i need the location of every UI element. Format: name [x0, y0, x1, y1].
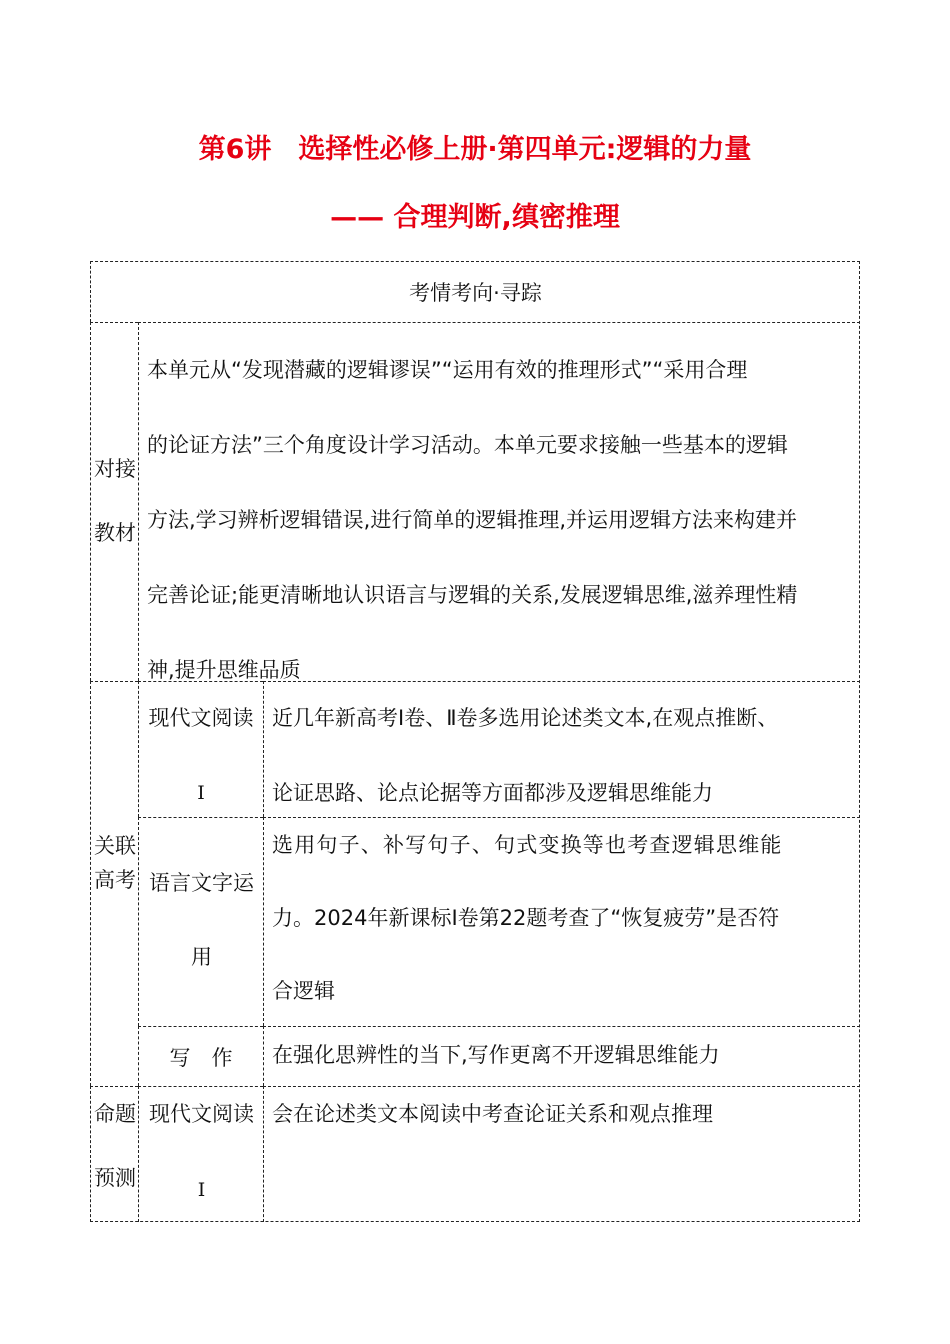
text-line: 在强化思辨性的当下,写作更离不开逻辑思维能力: [272, 1043, 720, 1067]
category-number: Ⅰ: [197, 782, 205, 804]
table-heading: 考情考向·寻踪: [90, 261, 860, 322]
text-line: 神,提升思维品质: [147, 658, 301, 682]
prediction-description: [263, 1086, 860, 1222]
row-label-line: 对接: [94, 457, 136, 481]
text-line: 近几年新高考Ⅰ卷、Ⅱ卷多选用论述类文本,在观点推断、: [272, 706, 779, 730]
page-title: 第6讲 选择性必修上册·第四单元:逻辑的力量: [198, 134, 752, 165]
text-line: 力。2024年新课标Ⅰ卷第22题考查了“恢复疲劳”是否符: [272, 906, 780, 930]
text-line: 合逻辑: [272, 979, 335, 1003]
category-number: Ⅰ: [197, 1179, 206, 1201]
row-label-line: 预测: [94, 1166, 136, 1190]
exam-category-writing: 写 作: [138, 1026, 263, 1086]
row-label-line: 教材: [94, 521, 136, 545]
exam-desc-writing: [263, 1026, 860, 1086]
row-label-exam: [90, 681, 138, 1086]
exam-desc-reading: [263, 681, 860, 817]
row-label-line: 高考: [94, 868, 136, 892]
page-subtitle: —— 合理判断,缜密推理: [330, 202, 620, 233]
category-name: 现代文阅读: [148, 706, 254, 730]
row-label-prediction: [90, 1086, 138, 1222]
text-line: 的论证方法”三个角度设计学习活动。本单元要求接触一些基本的逻辑: [147, 433, 788, 457]
text-line: 方法,学习辨析逻辑错误,进行简单的逻辑推理,并运用逻辑方法来构建并: [147, 508, 798, 532]
category-name: 语言文字运: [149, 871, 254, 895]
category-name: 用: [191, 945, 212, 969]
row-label-line: 命题: [94, 1102, 136, 1126]
text-line: 选用句子、补写句子、句式变换等也考查逻辑思维能: [272, 833, 783, 857]
textbook-description: [138, 322, 860, 681]
text-line: 本单元从“发现潜藏的逻辑谬误”“运用有效的推理形式”“采用合理: [147, 358, 748, 382]
row-label-textbook: [90, 322, 138, 681]
text-line: 论证思路、论点论据等方面都涉及逻辑思维能力: [272, 781, 713, 805]
row-label-line: 关联: [94, 834, 136, 858]
text-line: 会在论述类文本阅读中考查论证关系和观点推理: [272, 1102, 713, 1126]
text-line: 完善论证;能更清晰地认识语言与逻辑的关系,发展逻辑思维,滋养理性精: [147, 583, 798, 607]
prediction-category: [138, 1086, 263, 1222]
category-name: 现代文阅读: [149, 1102, 254, 1126]
exam-category-reading: [138, 681, 263, 817]
exam-desc-language: [263, 817, 860, 1026]
exam-category-language: [138, 817, 263, 1026]
